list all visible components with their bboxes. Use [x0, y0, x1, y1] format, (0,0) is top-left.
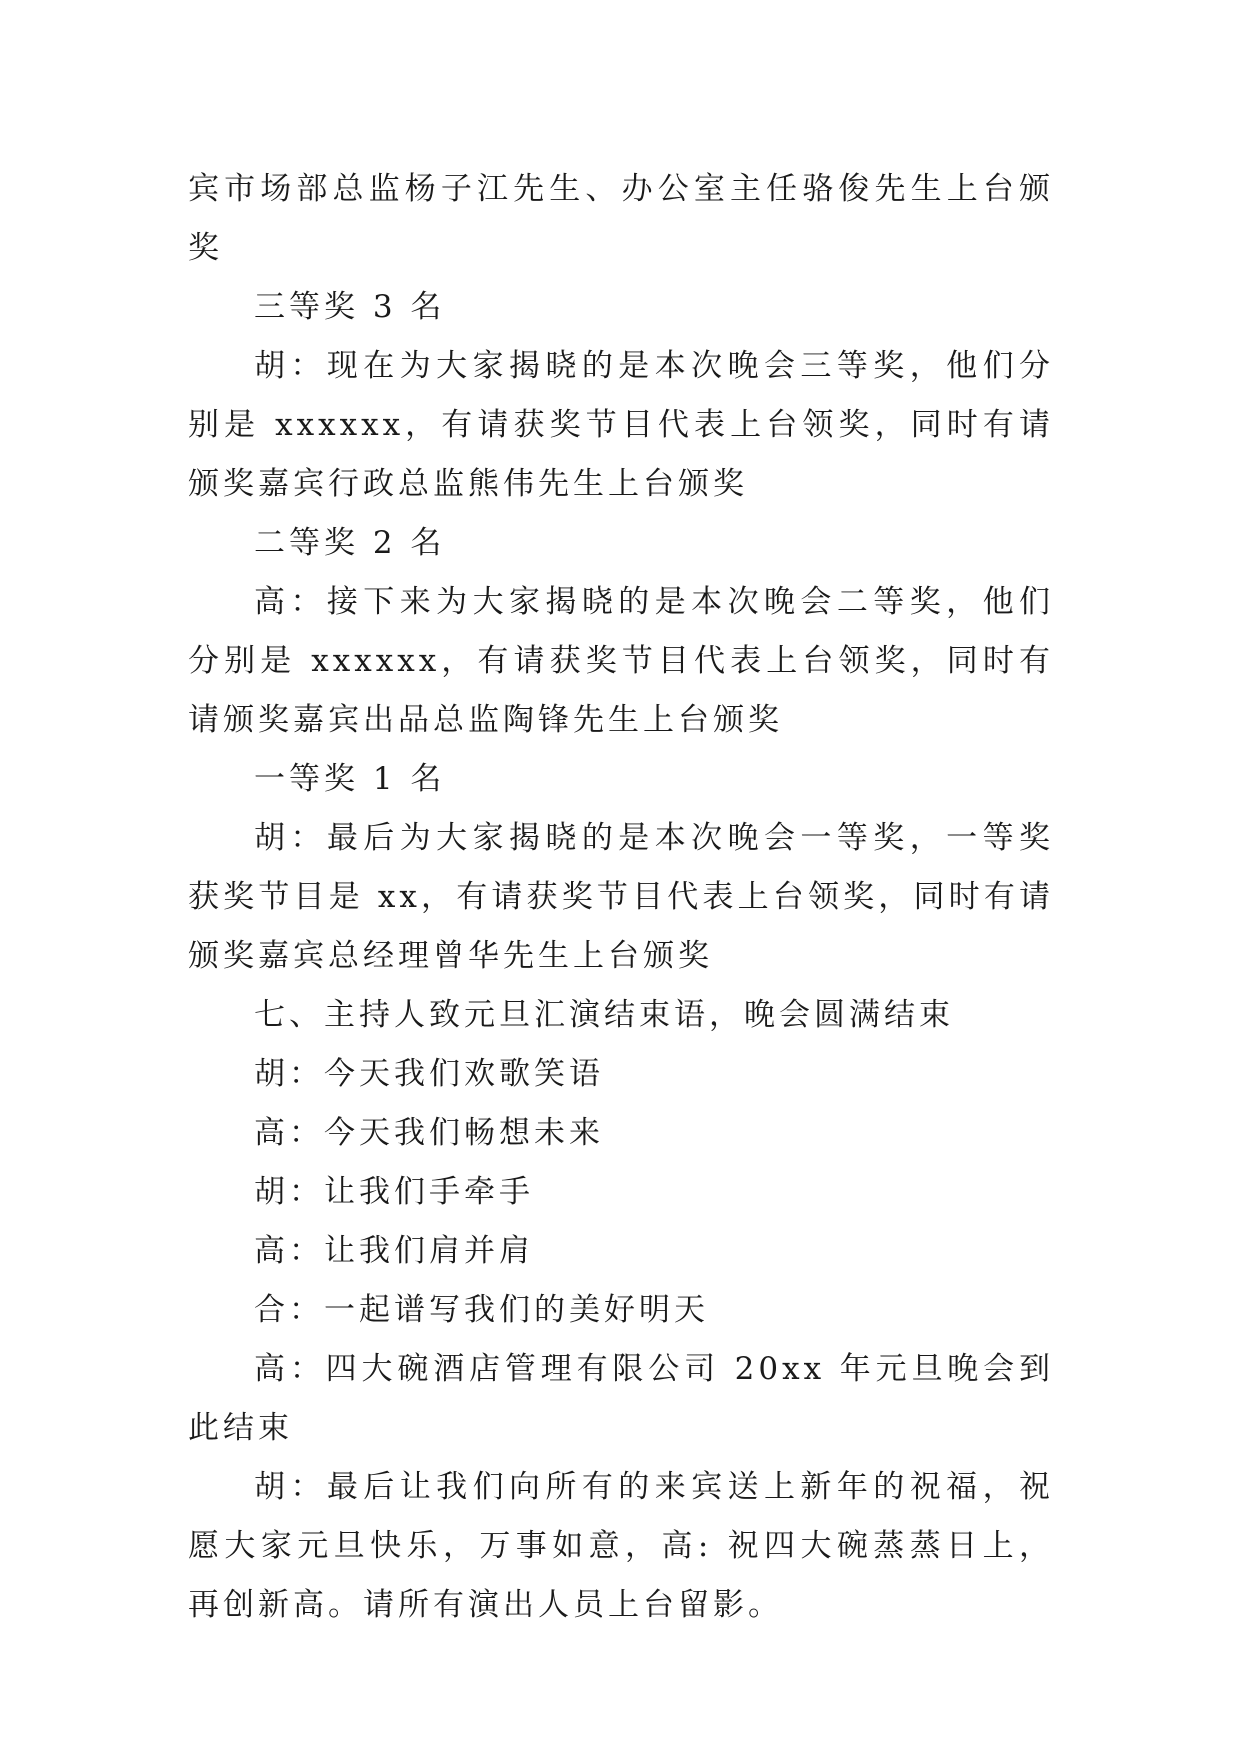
paragraph: 高：接下来为大家揭晓的是本次晚会二等奖，他们分别是 xxxxxx，有请获奖节目代表上台领奖，同时有请颁奖嘉宾出品总监陶锋先生上台颁奖 — [188, 584, 1054, 738]
paragraph: 胡：现在为大家揭晓的是本次晚会三等奖，他们分别是 xxxxxx，有请获奖节目代表上台领奖，同时有请颁奖嘉宾行政总监熊伟先生上台颁奖 — [188, 348, 1054, 502]
document-page — [188, 160, 1054, 1635]
paragraph: 高：今天我们畅想未来 — [254, 1115, 604, 1151]
paragraph: 高：四大碗酒店管理有限公司 20xx 年元旦晚会到此结束 — [188, 1351, 1054, 1446]
paragraph: 胡：今天我们欢歌笑语 — [254, 1056, 604, 1092]
paragraph: 七、主持人致元旦汇演结束语，晚会圆满结束 — [254, 997, 954, 1033]
paragraph: 合：一起谱写我们的美好明天 — [254, 1292, 709, 1328]
paragraph: 胡：最后让我们向所有的来宾送上新年的祝福，祝愿大家元旦快乐，万事如意，高: 祝四大碗蒸蒸日上，再创新高。请所有演出人员上台留影。 — [188, 1469, 1054, 1623]
paragraph: 二等奖 2 名 — [254, 525, 446, 561]
paragraph: 宾市场部总监杨子江先生、办公室主任骆俊先生上台颁奖 — [188, 171, 1054, 266]
paragraph: 一等奖 1 名 — [254, 761, 446, 797]
paragraph: 胡：让我们手牵手 — [254, 1174, 534, 1210]
paragraph: 三等奖 3 名 — [254, 289, 446, 325]
paragraph: 胡：最后为大家揭晓的是本次晚会一等奖，一等奖获奖节目是 xx，有请获奖节目代表上台领奖，同时有请颁奖嘉宾总经理曾华先生上台颁奖 — [188, 820, 1054, 974]
paragraph: 高：让我们肩并肩 — [254, 1233, 534, 1269]
